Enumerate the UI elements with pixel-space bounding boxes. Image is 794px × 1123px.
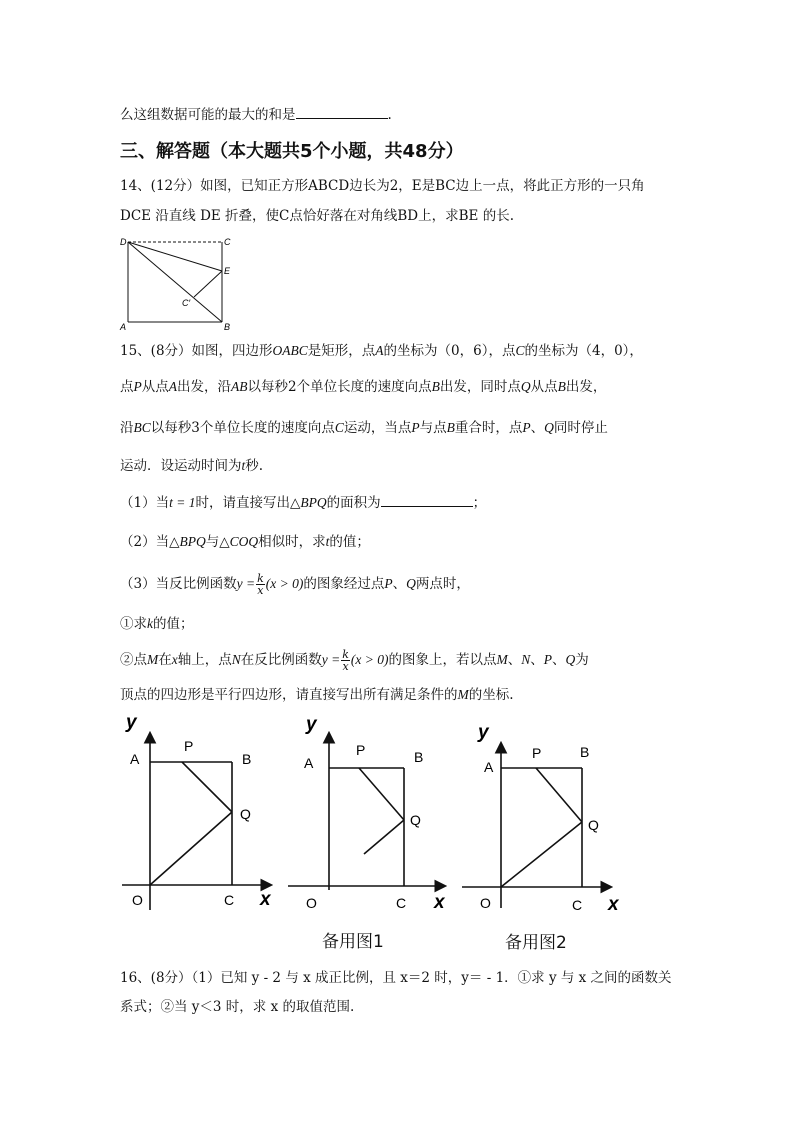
q15-l2g: 出发， — [565, 379, 607, 395]
q15-l3b: 以每秒3个单位长度的速度向点 — [150, 420, 335, 436]
q15-s2f: 、 — [507, 652, 522, 668]
q15-l1b: 是矩形，点 — [307, 343, 376, 359]
q15-s2-m6: M — [496, 652, 508, 667]
q15-l1c: 的坐标为（0，6），点 — [383, 343, 516, 359]
fig1-label-y: y — [126, 712, 137, 733]
top-line-text: 么这组数据可能的最大的和是 — [120, 107, 296, 123]
q15-p2a: （2）当 — [120, 534, 170, 550]
q15-p3-m3: P — [384, 576, 393, 591]
label-b: B — [224, 322, 231, 332]
q15-line3 — [120, 418, 608, 438]
backup-figure-2 — [462, 722, 620, 915]
top-line — [120, 104, 392, 125]
fig2-label-y: y — [306, 714, 317, 735]
q14-line1: 14、(12分）如图，已知正方形ABCD边长为2，E是BC边上一点，将此正方形的一只角 — [120, 178, 645, 194]
q15-p3d: 两点时， — [415, 576, 470, 592]
q15-s2-frac-den: x — [342, 660, 349, 673]
fig3-label-a: A — [484, 759, 494, 775]
fig1-segment-pq — [182, 762, 232, 812]
q15-l2-m6: B — [557, 379, 566, 394]
q14-square-figure — [118, 234, 238, 334]
q15-p3-m2: (x > 0) — [265, 576, 304, 591]
q15-s2-m4: y = — [321, 652, 341, 667]
q15-line2 — [120, 377, 606, 397]
q15-p1d: ； — [472, 495, 487, 511]
q15-sub3 — [120, 685, 514, 705]
q15-s2c: 轴上，点 — [177, 652, 232, 668]
q15-s3-m1: M — [457, 687, 469, 702]
q15-p3-fraction — [256, 573, 265, 596]
q15-s2-m2: x — [171, 652, 178, 667]
q15-l2-m3: AB — [231, 379, 248, 394]
q15-p2c: 相似时，求 — [258, 534, 326, 550]
q15-p3a: （3）当反比例函数 — [120, 576, 237, 592]
q15-l3-m1: BC — [133, 420, 151, 435]
q15-l3-m5: P — [522, 420, 531, 435]
q15-l4a: 运动．设运动时间为 — [120, 458, 242, 474]
fig2-segment-partial — [364, 820, 404, 854]
q15-l2-m4: B — [431, 379, 440, 394]
q15-l4b: 秒. — [245, 458, 264, 474]
q15-s1b: 的值； — [153, 616, 194, 632]
q15-s2-m1: M — [147, 652, 159, 667]
q15-s2-m7: N — [521, 652, 531, 667]
q15-s2d: 在反比例函数 — [240, 652, 322, 668]
segment-cprime-e — [194, 271, 222, 297]
q15-s2-frac-num: k — [342, 648, 349, 661]
caption-backup-figure-2: 备用图2 — [505, 933, 567, 953]
q15-p3-frac-den: x — [257, 584, 264, 597]
fig3-label-b: B — [580, 744, 590, 760]
label-d: D — [120, 237, 127, 247]
fig3-segment-oq — [501, 822, 582, 887]
fig1-segment-oq — [150, 812, 232, 885]
q15-p1-m2: △BPQ — [289, 495, 327, 510]
q15-p2-m3: t — [325, 534, 330, 549]
q15-l1a: 15、(8分）如图，四边形 — [120, 343, 273, 359]
section-heading: 三、解答题（本大题共5个小题，共48分） — [120, 141, 464, 162]
q15-l2-m2: A — [168, 379, 177, 394]
q15-l2-m1: P — [133, 379, 142, 394]
q15-p3-m1: y = — [236, 576, 256, 591]
q15-s1a: ①求 — [120, 616, 147, 632]
q15-s2a: ②点 — [120, 652, 147, 668]
q15-l2b: 从点 — [141, 379, 169, 395]
q15-s2-m9: Q — [565, 652, 576, 667]
fig1-label-p: P — [184, 738, 194, 754]
q15-l2f: 从点 — [530, 379, 558, 395]
q15-l3-m2: C — [334, 420, 344, 435]
q15-s2i: 为 — [575, 652, 589, 668]
q15-p1b: 时，请直接写出 — [195, 495, 290, 511]
q15-s1-m1: k — [147, 616, 153, 631]
backup-figure-1 — [288, 714, 446, 913]
area-answer-blank — [381, 492, 473, 507]
q15-s2-m8: P — [543, 652, 553, 667]
q15-p3-frac-num: k — [257, 572, 264, 585]
fig2-label-o: O — [306, 895, 317, 911]
fig3-label-y: y — [478, 722, 489, 743]
q15-sub1 — [120, 614, 194, 634]
fig3-label-o: O — [480, 895, 491, 911]
q15-p1a: （1）当 — [120, 495, 170, 511]
q15-s3a: 顶点的四边形是平行四边形，请直接写出所有满足条件的 — [120, 687, 458, 703]
q15-l4-m1: t — [241, 458, 246, 473]
main-figure — [122, 712, 272, 910]
q15-s2h: 、 — [552, 652, 566, 668]
q15-p1c: 的面积为 — [326, 495, 381, 511]
q15-l3g: 同时停止 — [553, 420, 608, 436]
q15-s2g: 、 — [530, 652, 544, 668]
label-c-prime: C′ — [182, 298, 191, 308]
q15-l2e: 出发，同时点 — [439, 379, 521, 395]
fig1-label-q: Q — [240, 806, 251, 822]
q16-line2: 系式；②当 y＜3 时，求 x 的取值范围. — [120, 999, 355, 1015]
fig1-label-a: A — [130, 751, 140, 767]
fig2-label-c: C — [396, 895, 407, 911]
q16-line1: 16、(8分）（1）已知 y - 2 与 x 成正比例，且 x＝2 时，y＝ - 1．①求 y 与 x 之间的函数关 — [120, 970, 672, 986]
q15-s2b: 在 — [158, 652, 172, 668]
q15-p3c: 、 — [392, 576, 407, 592]
q15-l1-m3: C — [515, 343, 525, 358]
q15-l2c: 出发，沿 — [177, 379, 231, 395]
q15-figures — [110, 712, 640, 957]
fig2-label-a: A — [304, 755, 314, 771]
fig1-label-b: B — [242, 751, 252, 767]
q15-part2 — [120, 532, 370, 552]
fold-line-de — [128, 242, 222, 271]
fig1-label-x: x — [260, 889, 271, 910]
fig1-label-c: C — [224, 892, 235, 908]
q15-l3c: 运动，当点 — [343, 420, 412, 436]
q15-p2-m2: △COQ — [219, 534, 259, 549]
q15-p2b: 与 — [205, 534, 220, 550]
q15-p3b: 的图象经过点 — [303, 576, 385, 592]
q15-l2-m5: Q — [520, 379, 531, 394]
q15-sub2 — [120, 649, 589, 672]
q15-p1-m1: t = 1 — [169, 495, 196, 510]
fig2-label-x: x — [434, 892, 445, 913]
q15-l2a: 点 — [120, 379, 134, 395]
q15-p2-m1: △BPQ — [169, 534, 206, 549]
fig2-segment-pq — [359, 768, 404, 820]
q15-s3b: 的坐标. — [468, 687, 514, 703]
q15-l3-m3: P — [411, 420, 420, 435]
q15-p2d: 的值； — [329, 534, 370, 550]
q15-p3-m4: Q — [406, 576, 416, 591]
q15-s2-m3: N — [231, 652, 241, 667]
fig1-label-o: O — [132, 892, 143, 908]
q15-l3a: 沿 — [120, 420, 134, 436]
q15-l1d: 的坐标为（4，0）， — [524, 343, 643, 359]
q15-l1-m2: A — [375, 343, 384, 358]
fig3-label-p: P — [532, 745, 542, 761]
q15-l3d: 与点 — [419, 420, 447, 436]
q15-s2-fraction — [341, 649, 350, 672]
fig2-label-q: Q — [410, 812, 421, 828]
caption-backup-figure-1: 备用图1 — [322, 932, 384, 952]
q15-l2d: 以每秒2个单位长度的速度向点 — [247, 379, 432, 395]
q15-part1 — [120, 492, 486, 513]
q15-part3 — [120, 573, 470, 596]
q15-l3-m4: B — [446, 420, 455, 435]
q15-s2e: 的图象上，若以点 — [388, 652, 497, 668]
fig3-label-q: Q — [588, 817, 599, 833]
answer-blank — [296, 104, 388, 119]
fig2-label-p: P — [356, 742, 366, 758]
q14-line2: DCE 沿直线 DE 折叠，使C点恰好落在对角线BD上，求BE 的长. — [120, 208, 514, 224]
q15-l1-m1: OABC — [272, 343, 308, 358]
q15-l3-m6: Q — [544, 420, 554, 435]
diagonal-db — [128, 242, 222, 322]
top-line-end: . — [387, 107, 392, 123]
fig2-label-b: B — [414, 749, 424, 765]
q15-l3e: 重合时，点 — [454, 420, 523, 436]
label-c: C — [224, 237, 231, 247]
fig3-label-x: x — [608, 894, 619, 915]
q15-l3f: 、 — [530, 420, 545, 436]
q15-line1 — [120, 341, 643, 361]
fig3-label-c: C — [572, 897, 583, 913]
q15-s2-m5: (x > 0) — [350, 652, 389, 667]
q15-line4 — [120, 456, 263, 476]
fig3-segment-pq — [536, 768, 582, 822]
label-e: E — [224, 266, 231, 276]
label-a: A — [120, 322, 127, 332]
